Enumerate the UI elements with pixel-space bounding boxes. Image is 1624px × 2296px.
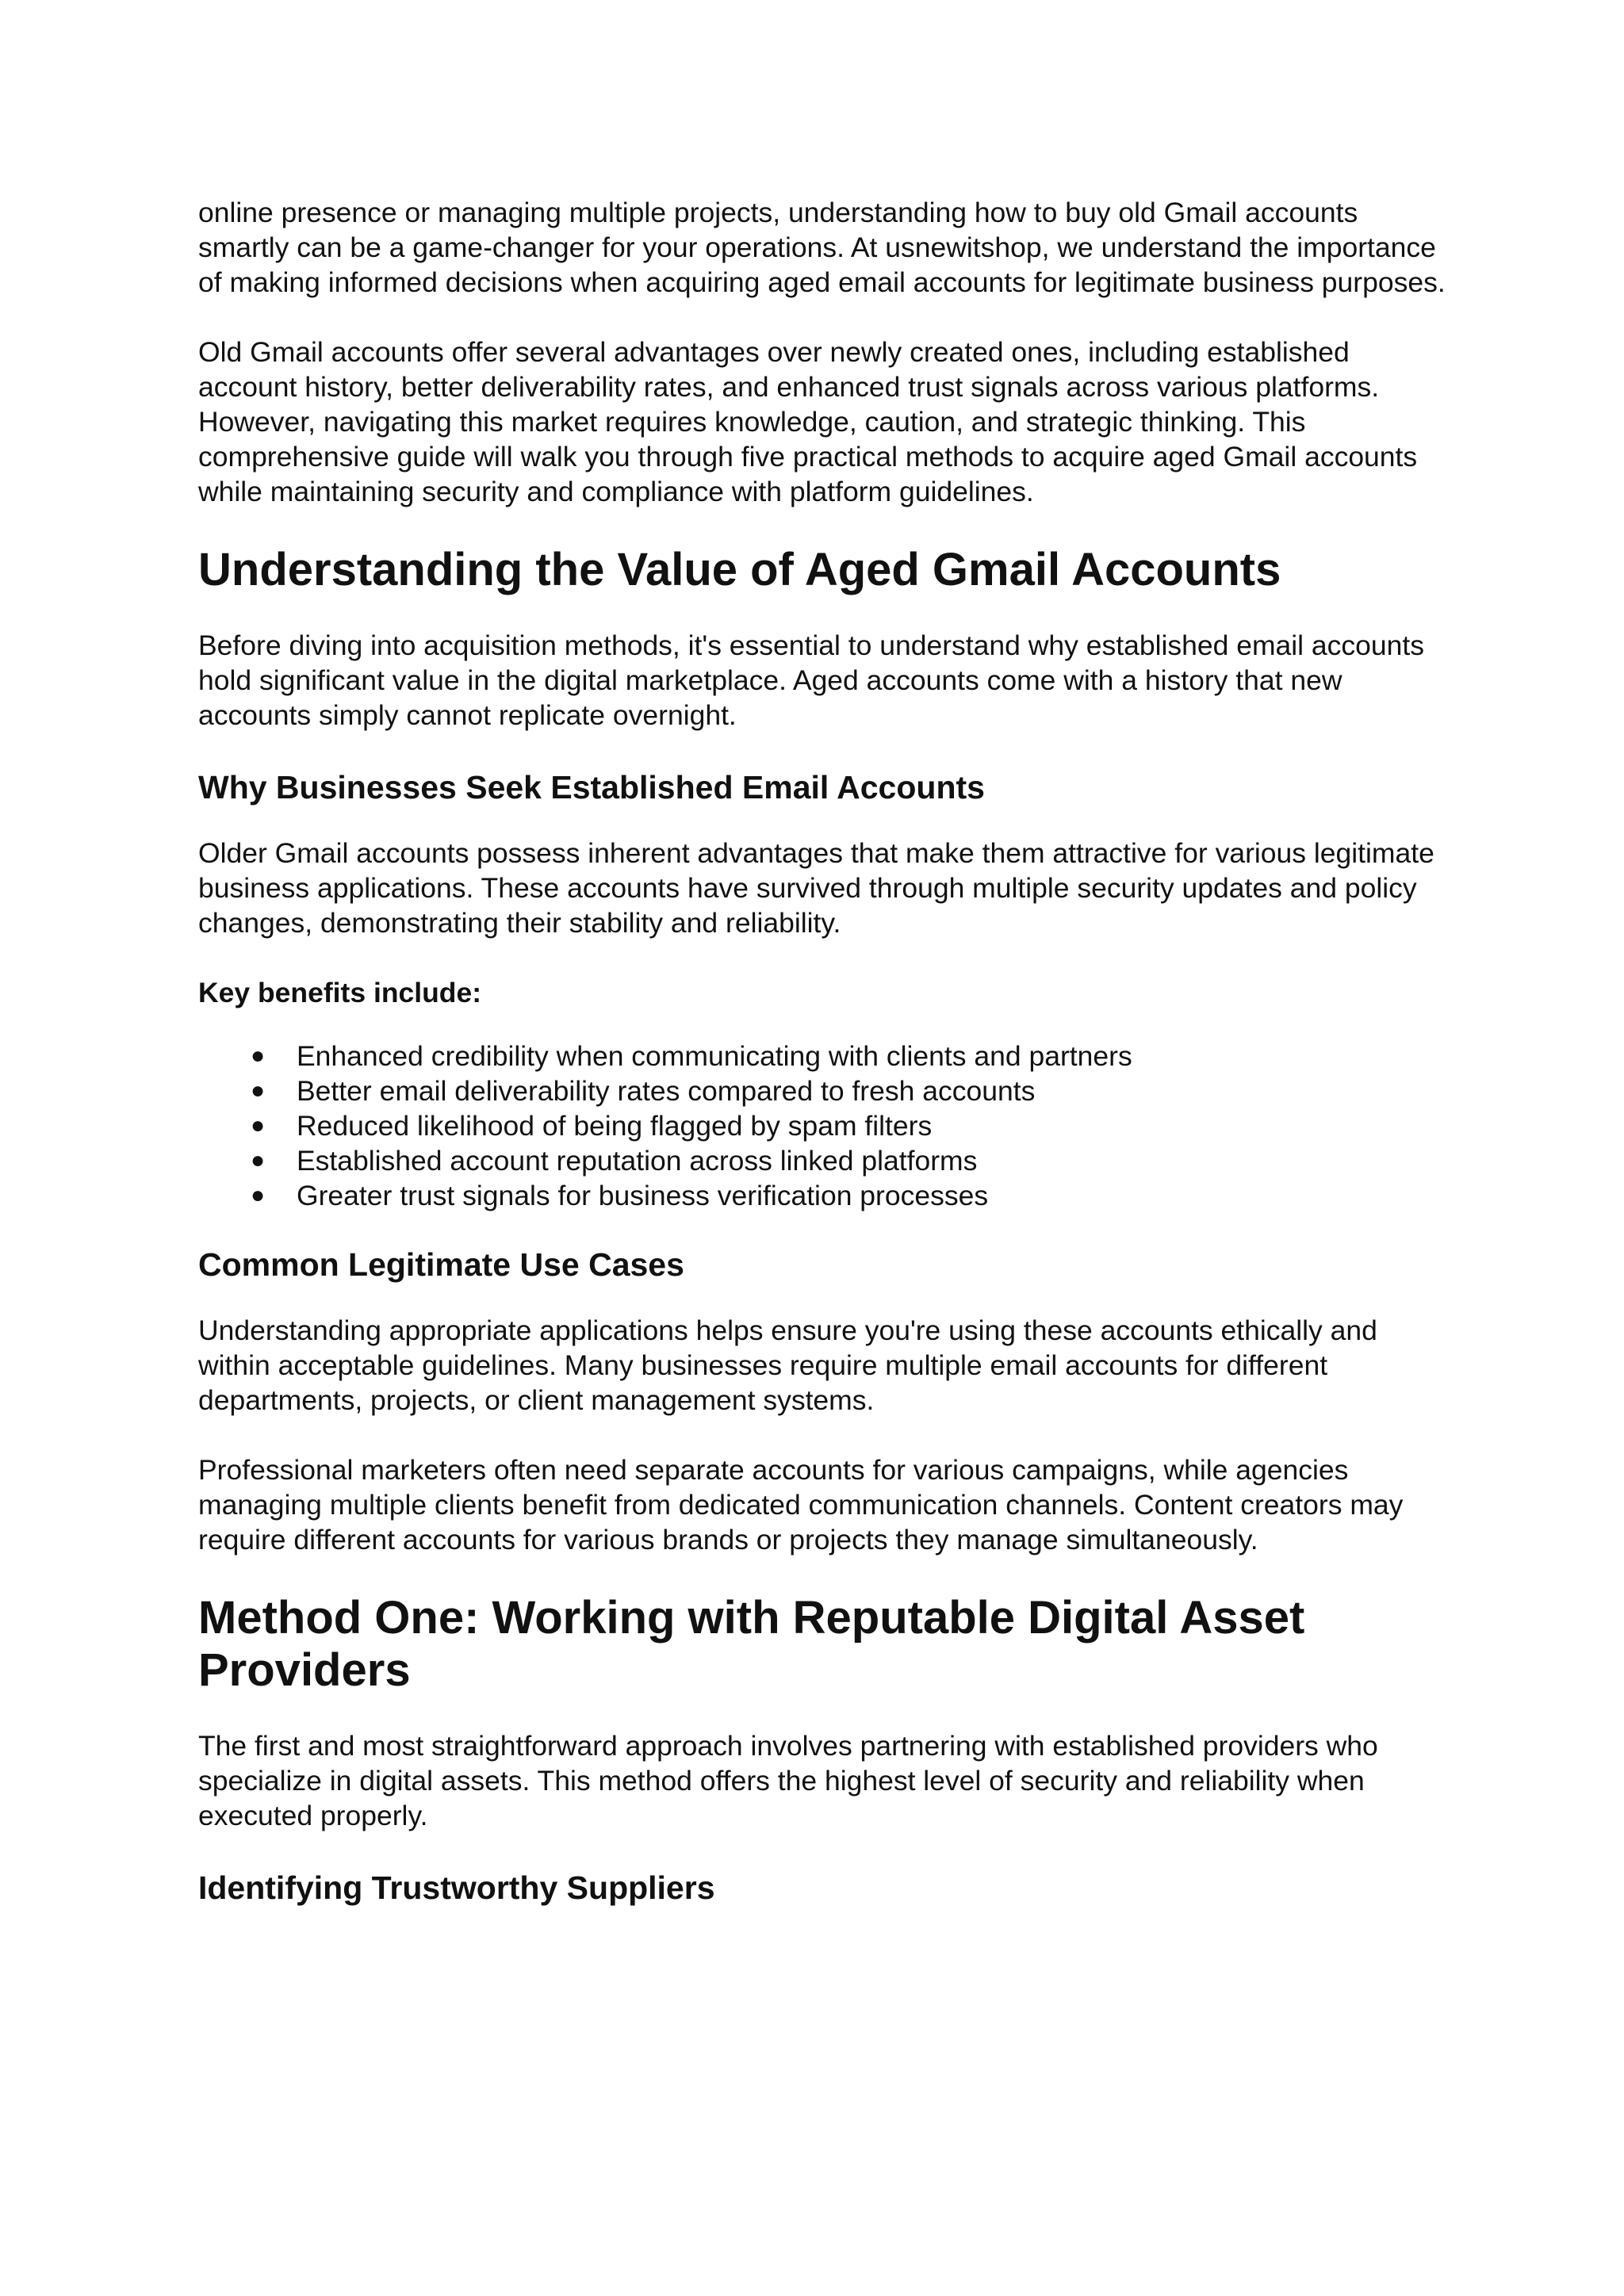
list-item-text: Established account reputation across linked platforms: [297, 1145, 978, 1177]
subheading-why-businesses: Why Businesses Seek Established Email Accounts: [198, 769, 985, 806]
benefits-list: [198, 1039, 1451, 1213]
list-item: [198, 1108, 1451, 1143]
list-item-text: Reduced likelihood of being flagged by spam filters: [297, 1110, 933, 1142]
why-businesses-paragraph: Older Gmail accounts possess inherent advantages that make them attractive for various legitimate business applications. These accounts have survived through multiple security updates and policy changes, demonstrating their stability and reliability.: [198, 837, 1434, 939]
list-item-text: Better email deliverability rates compared to fresh accounts: [297, 1075, 1036, 1107]
subheading-use-cases: Common Legitimate Use Cases: [198, 1246, 684, 1283]
subheading-trustworthy-suppliers: Identifying Trustworthy Suppliers: [198, 1869, 715, 1906]
bullet-icon: ●: [251, 1112, 266, 1138]
bullet-icon: ●: [251, 1043, 266, 1069]
bullet-icon: ●: [251, 1182, 266, 1208]
method-one-paragraph: The first and most straightforward approach involves partnering with established providers who specialize in digital assets. This method offers the highest level of security and reliability when executed properly.: [198, 1730, 1378, 1831]
section-heading-value: Understanding the Value of Aged Gmail Accounts: [198, 544, 1281, 595]
bullet-icon: ●: [251, 1147, 266, 1173]
list-item: [198, 1073, 1451, 1108]
bullet-icon: ●: [251, 1077, 266, 1104]
intro-paragraph-1: online presence or managing multiple projects, understanding how to buy old Gmail accounts smartly can be a game-changer for your operations. At usnewitshop, we understand the importance of making informed decisions when acquiring aged email accounts for legitimate business purposes.: [198, 197, 1446, 298]
use-cases-paragraph-1: Understanding appropriate applications helps ensure you're using these accounts ethically and within acceptable guidelines. Many businesses require multiple email accounts for different departments, projects, or client management systems.: [198, 1314, 1377, 1416]
section-heading-method-one: Method One: Working with Reputable Digital Asset Providers: [198, 1592, 1305, 1696]
section-value-paragraph: Before diving into acquisition methods, it's essential to understand why established email accounts hold significant value in the digital marketplace. Aged accounts come with a history that new accounts simply cannot replicate overnight.: [198, 629, 1424, 731]
document-page: [198, 195, 1451, 1936]
key-benefits-label: Key benefits include:: [198, 977, 482, 1008]
intro-paragraph-2: Old Gmail accounts offer several advantages over newly created ones, including established account history, better deliverability rates, and enhanced trust signals across various platforms. However, navigating this market requires knowledge, caution, and strategic thinking. This comprehensive guide will walk you through five practical methods to acquire aged Gmail accounts while maintaining security and compliance with platform guidelines.: [198, 336, 1418, 507]
list-item: [198, 1143, 1451, 1178]
use-cases-paragraph-2: Professional marketers often need separate accounts for various campaigns, while agencies managing multiple clients benefit from dedicated communication channels. Content creators may require different accounts for various brands or projects they manage simultaneously.: [198, 1454, 1404, 1556]
list-item: [198, 1039, 1451, 1073]
list-item-text: Greater trust signals for business verification processes: [297, 1180, 989, 1211]
list-item-text: Enhanced credibility when communicating with clients and partners: [297, 1040, 1132, 1072]
list-item: [198, 1178, 1451, 1213]
